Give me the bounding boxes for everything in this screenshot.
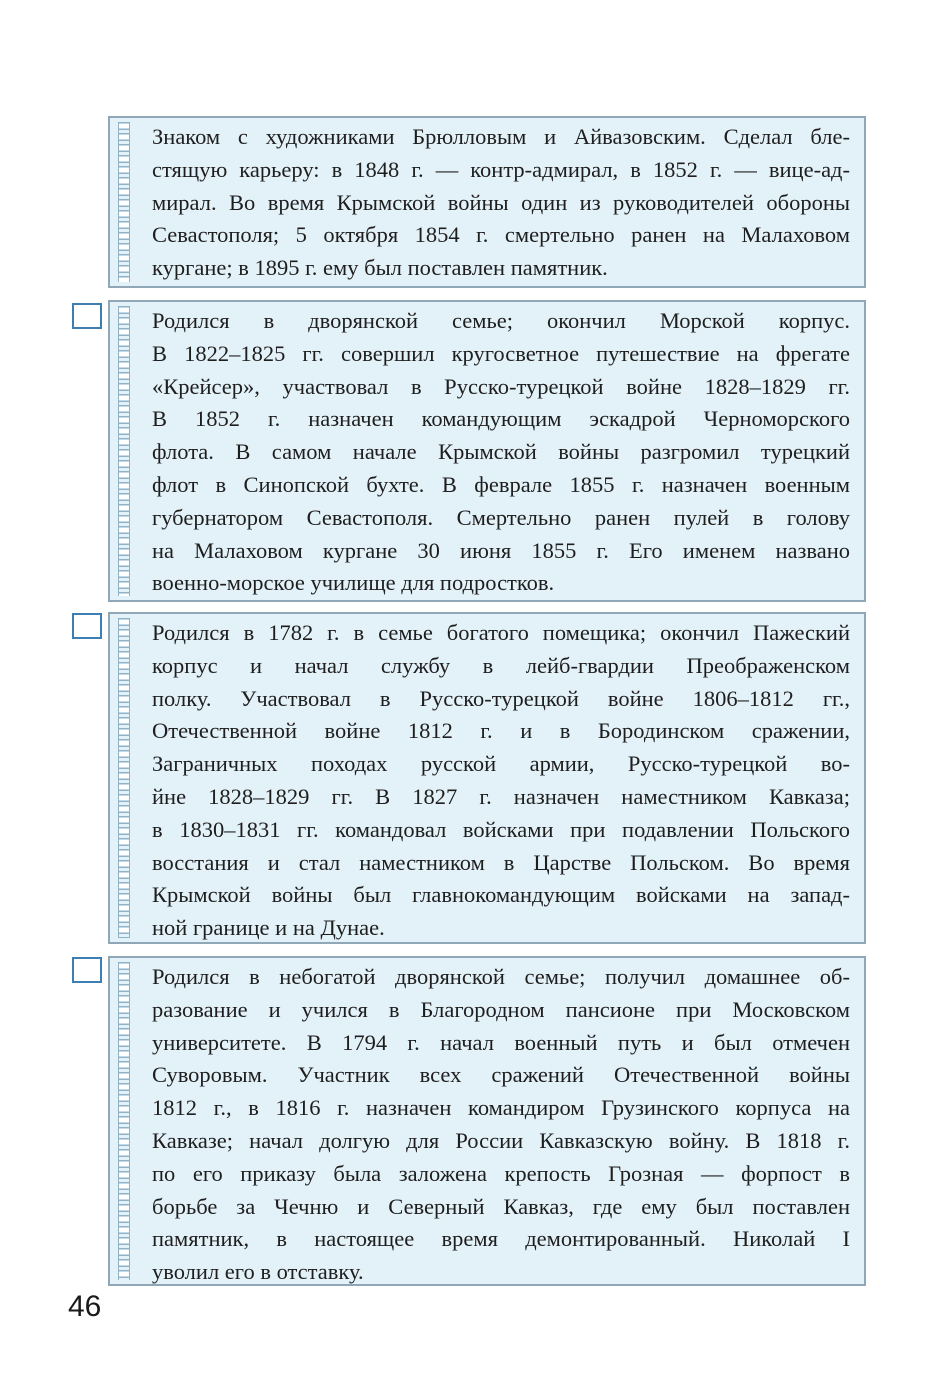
text-line: борьбе за Чечню и Северный Кавказ, где ему был поставлен <box>152 1193 850 1219</box>
text-line: на Малаховом кургане 30 июня 1855 г. Его именем названо <box>152 537 850 563</box>
text-line: Крымской войны был главнокомандующим войсками на запад- <box>152 882 850 908</box>
text-line: «Крейсер», участвовал в Русско-турецкой войне 1828–1829 гг. <box>152 373 850 399</box>
text-line: кургане; в 1895 г. ему был поставлен памятник. <box>152 255 608 281</box>
text-line: мирал. Во время Крымской войны один из руководителей обороны <box>152 189 850 215</box>
text-line: Севастополя; 5 октября 1854 г. смертельно ранен на Малаховом <box>152 222 850 248</box>
notebook-rings-decoration <box>118 962 130 1280</box>
notebook-rings-decoration <box>118 306 130 596</box>
biography-card-2 <box>108 300 866 602</box>
text-line: губернатором Севастополя. Смертельно ранен пулей в голову <box>152 504 850 530</box>
text-line: В 1852 г. назначен командующим эскадрой Черноморского <box>152 406 850 432</box>
biography-card-3 <box>108 612 866 944</box>
text-line: университете. В 1794 г. начал военный путь и был отмечен <box>152 1029 850 1055</box>
notebook-rings-decoration <box>118 122 130 282</box>
text-line: разование и учился в Благородном пансионе при Московском <box>152 996 850 1022</box>
text-line: уволил его в отставку. <box>152 1259 364 1285</box>
text-line: Знаком с художниками Брюлловым и Айвазовским. Сделал бле- <box>152 124 850 149</box>
answer-checkbox-4[interactable] <box>72 957 102 983</box>
text-line: флот в Синопской бухте. В феврале 1855 г. назначен военным <box>152 471 850 497</box>
text-line: в 1830–1831 гг. командовал войсками при подавлении Польского <box>152 816 850 842</box>
text-line: ной границе и на Дунае. <box>152 915 385 941</box>
page-number: 46 <box>68 1290 102 1323</box>
text-line: Родился в 1782 г. в семье богатого помещика; окончил Пажеский <box>152 620 850 645</box>
answer-checkbox-2[interactable] <box>72 303 102 329</box>
notebook-rings-decoration <box>118 618 130 938</box>
text-line: Родился в дворянской семье; окончил Морской корпус. <box>152 308 850 333</box>
text-line: восстания и стал наместником в Царстве Польском. Во время <box>152 849 850 875</box>
text-line: полку. Участвовал в Русско-турецкой войне 1806–1812 гг., <box>152 685 850 711</box>
text-line: В 1822–1825 гг. совершил кругосветное путешествие на фрегате <box>152 340 850 366</box>
card-text <box>152 305 850 600</box>
text-line: Отечественной войне 1812 г. и в Бородинском сражении, <box>152 718 850 744</box>
biography-card-4 <box>108 956 866 1286</box>
text-line: Заграничных походах русской армии, Русско-турецкой во- <box>152 751 850 777</box>
text-line: корпус и начал службу в лейб-гвардии Преображенском <box>152 652 850 678</box>
text-line: военно-морское училище для подростков. <box>152 570 555 596</box>
text-line: памятник, в настоящее время демонтированный. Николай I <box>152 1226 850 1252</box>
text-line: Суворовым. Участник всех сражений Отечественной войны <box>152 1062 850 1088</box>
card-text <box>152 617 850 945</box>
text-line: по его приказу была заложена крепость Грозная — форпост в <box>152 1160 850 1186</box>
text-line: Родился в небогатой дворянской семье; получил домашнее об- <box>152 964 850 989</box>
text-line: 1812 г., в 1816 г. назначен командиром Грузинского корпуса на <box>152 1095 850 1121</box>
text-line: йне 1828–1829 гг. В 1827 г. назначен наместником Кавказа; <box>152 783 850 809</box>
biography-card-1 <box>108 116 866 288</box>
text-line: Кавказе; начал долгую для России Кавказскую войну. В 1818 г. <box>152 1127 850 1153</box>
card-text <box>152 961 850 1289</box>
text-line: флота. В самом начале Крымской войны разгромил турецкий <box>152 439 850 465</box>
card-text <box>152 121 850 285</box>
answer-checkbox-3[interactable] <box>72 613 102 639</box>
text-line: стящую карьеру: в 1848 г. — контр-адмирал, в 1852 г. — вице-ад- <box>152 156 850 182</box>
